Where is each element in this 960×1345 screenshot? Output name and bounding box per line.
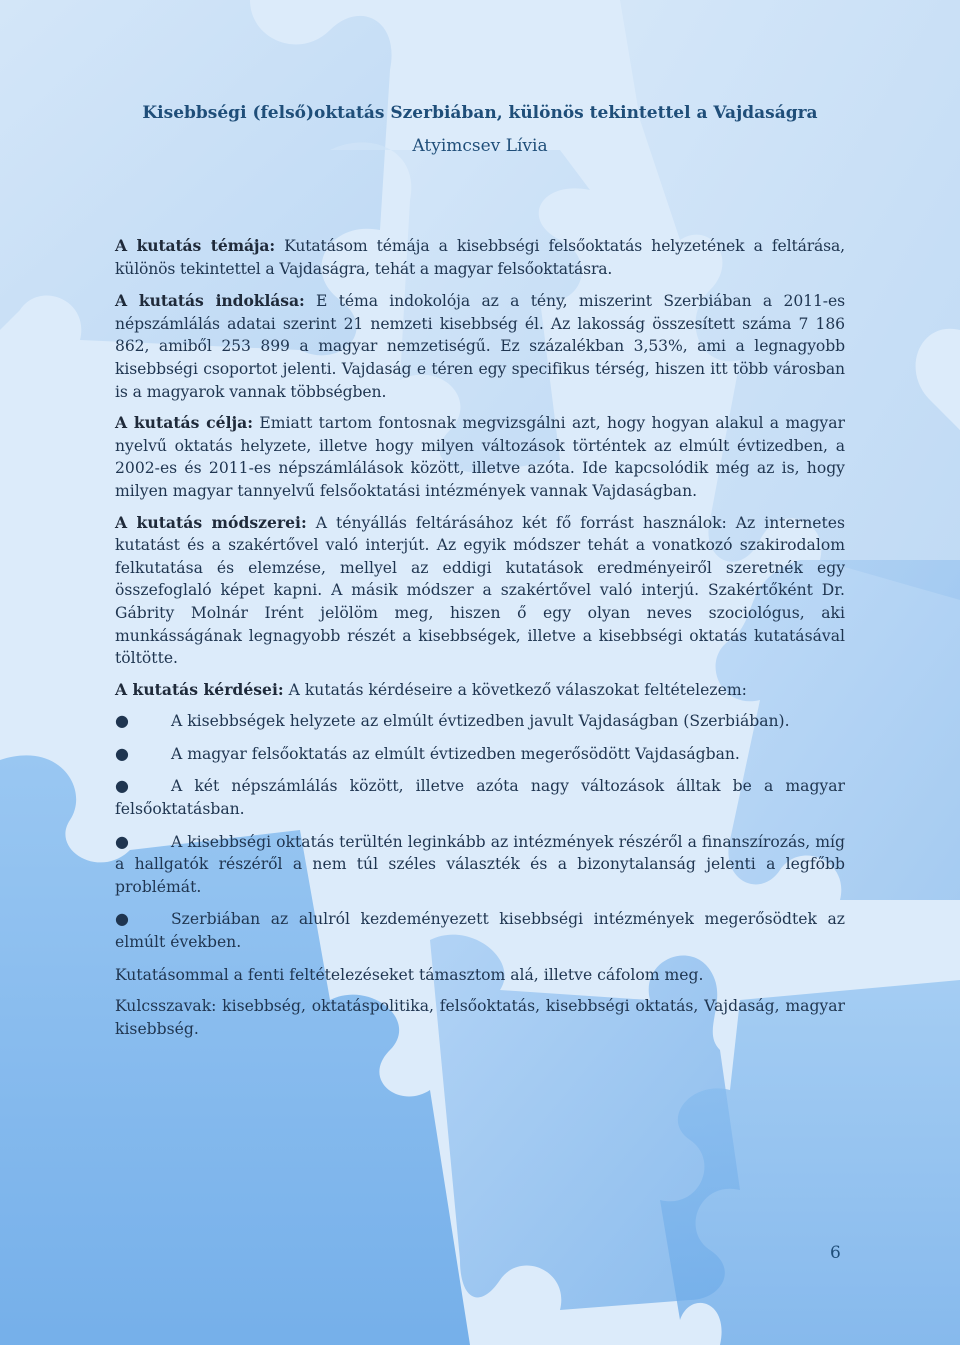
section-modszerei-text: A tényállás feltárásához két fő forrást használok: Az internetes kutatást és a szakértővel való interjút. Az egyik módszer tehát a vonatkozó szakirodalom felkutatása és elemzése, mellyel az eddigi kutatások eredményeiről szeretnék egy összefoglaló képet kapni. A másik módszer a szakértővel való interjú. Szakértőként Dr. Gábrity Molnár Irént jelölöm meg, hiszen ő egy olyan neves szociológus, aki munkásságának legnagyobb részét a kisebbségek, illetve a kisebbségi oktatás kutatásával töltötte. (115, 513, 845, 668)
hypothesis-item (115, 831, 845, 899)
section-tema (115, 235, 845, 280)
hypothesis-text: A kisebbségi oktatás terültén leginkább az intézmények részéről a finanszírozás, míg a hallgatók részéről a nem túl széles választék és a bizonytalanság jelenti a legfőbb problémát. (115, 832, 845, 896)
page-number: 6 (830, 1243, 841, 1263)
hypothesis-item (115, 775, 845, 820)
bullet-icon: ● (115, 831, 129, 851)
hypothesis-text: A magyar felsőoktatás az elmúlt évtizedben megerősödött Vajdaságban. (171, 744, 740, 763)
section-indoklas-text: E téma indokolója az a tény, miszerint Szerbiában a 2011-es népszámlálás adatai szerint 21 nemzeti kisebbség él. Az lakosság összesített száma 7 186 862, amiből 253 899 a magyar nemzetiségű. Ez százalékban 3,53%, ami a legnagyobb kisebbségi csoportot jelenti. Vajdaság e téren egy specifikus térség, hiszen itt több városban is a magyarok vannak többségben. (115, 292, 846, 401)
bullet-icon: ● (115, 909, 129, 929)
bullet-icon: ● (115, 743, 129, 763)
closing-statement: Kutatásommal a fenti feltételezéseket támasztom alá, illetve cáfolom meg. (115, 965, 704, 984)
hypothesis-text: A két népszámlálás között, illetve azóta nagy változások álltak be a magyar felsőoktatásban. (115, 777, 845, 819)
bullet-icon: ● (115, 776, 129, 796)
hypothesis-text: A kisebbségek helyzete az elmúlt évtizedben javult Vajdaságban (Szerbiában). (171, 712, 790, 731)
section-kerdesei (115, 679, 845, 702)
section-indoklas (115, 290, 845, 403)
section-kerdesei-text: A kutatás kérdéseire a következő válaszokat feltételezem: (288, 680, 747, 699)
hypothesis-item (115, 743, 845, 766)
bullet-icon: ● (115, 711, 129, 731)
section-modszerei-label: A kutatás módszerei: (115, 512, 307, 532)
section-celja-label: A kutatás célja: (115, 413, 254, 433)
section-tema-label: A kutatás témája: (115, 236, 275, 255)
section-tema-text: Kutatásom témája a kisebbségi felsőoktatás helyzetének a feltárása, különös tekintettel a Vajdaságra, tehát a magyar felsőoktatásra. (115, 237, 845, 278)
document-body (115, 235, 845, 1049)
hypothesis-item (115, 710, 845, 733)
document-title: Kisebbségi (felső)oktatás Szerbiában, különös tekintettel a Vajdaságra (142, 103, 818, 123)
document-author: Atyimcsev Lívia (412, 136, 548, 156)
hypothesis-text: Szerbiában az alulról kezdeményezett kisebbségi intézmények megerősödtek az elmúlt években. (115, 910, 845, 952)
section-kerdesei-label: A kutatás kérdései: (115, 679, 284, 699)
keywords: Kulcsszavak: kisebbség, oktatáspolitika, felsőoktatás, kisebbségi oktatás, Vajdaság, magyar kisebbség. (115, 997, 845, 1038)
section-modszerei (115, 512, 845, 670)
section-celja-text: Emiatt tartom fontosnak megvizsgálni azt, hogy hogyan alakul a magyar nyelvű oktatás helyzete, illetve hogy milyen változások történtek az elmúlt évtizedben, a 2002-es és 2011-es népszámlálások között, illetve azóta. Ide kapcsolódik még az is, hogy milyen magyar tannyelvű felsőoktatási intézmények vannak Vajdaságban. (115, 414, 845, 500)
section-celja (115, 412, 845, 502)
section-indoklas-label: A kutatás indoklása: (115, 291, 305, 311)
hypothesis-item (115, 908, 845, 953)
